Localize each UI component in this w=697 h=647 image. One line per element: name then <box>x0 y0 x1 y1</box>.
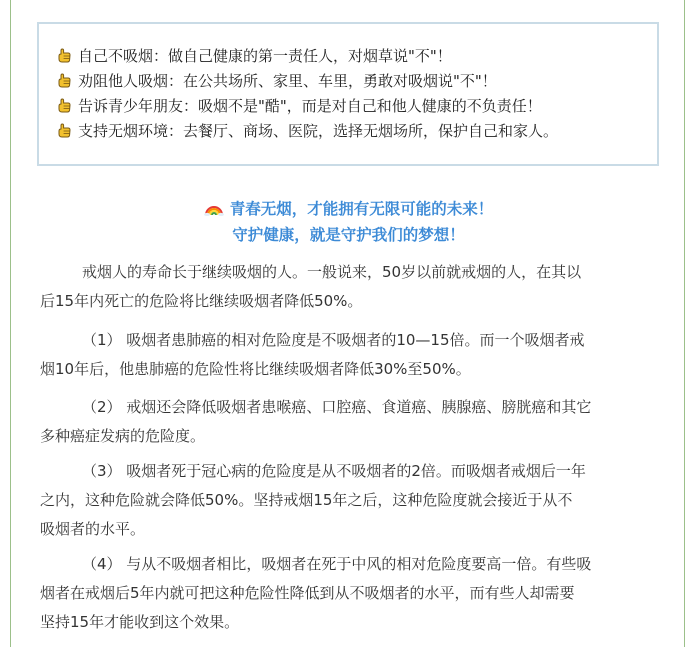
slogan-text-2: 守护健康，就是守护我们的梦想！ <box>232 226 465 244</box>
paragraph-line: 吸烟者的水平。 <box>40 520 146 538</box>
paragraph-other-cancers <box>40 393 660 451</box>
slogan-line-1 <box>0 197 697 219</box>
tip-item <box>58 93 558 118</box>
paragraph-quit-benefits <box>40 258 660 316</box>
tips-list <box>58 43 558 143</box>
hand-icon <box>58 48 71 63</box>
paragraph-heart-disease <box>40 457 660 544</box>
anti-smoking-tips-box <box>37 22 659 166</box>
hand-icon <box>58 98 71 113</box>
tip-text: 告诉青少年朋友：吸烟不是"酷"，而是对自己和他人健康的不负责任！ <box>78 97 542 115</box>
paragraph-line: 多种癌症发病的危险度。 <box>40 427 206 445</box>
tip-text: 劝阻他人吸烟：在公共场所、家里、车里，勇敢对吸烟说"不"！ <box>78 72 497 90</box>
paragraph-line: （3） 吸烟者死于冠心病的危险度是从不吸烟者的2倍。而吸烟者戒烟后一年 <box>82 462 586 480</box>
paragraph-line: （1） 吸烟者患肺癌的相对危险度是不吸烟者的10—15倍。而一个吸烟者戒 <box>82 331 585 349</box>
paragraph-line: 烟10年后，他患肺癌的危险性将比继续吸烟者降低30%至50%。 <box>40 360 471 378</box>
tip-item <box>58 43 558 68</box>
paragraph-line: 之内，这种危险就会降低50%。坚持戒烟15年之后，这种危险度就会接近于从不 <box>40 491 573 509</box>
slogan-text-1: 青春无烟，才能拥有无限可能的未来！ <box>229 200 494 218</box>
hand-icon <box>58 73 71 88</box>
tip-text: 支持无烟环境：去餐厅、商场、医院，选择无烟场所，保护自己和家人。 <box>78 122 559 140</box>
paragraph-line: （2） 戒烟还会降低吸烟者患喉癌、口腔癌、食道癌、胰腺癌、膀胱癌和其它 <box>82 398 592 416</box>
hand-icon <box>58 123 71 138</box>
paragraph-line: （4） 与从不吸烟者相比，吸烟者在死于中风的相对危险度要高一倍。有些吸 <box>82 555 592 573</box>
paragraph-line: 后15年内死亡的危险将比继续吸烟者降低50%。 <box>40 292 363 310</box>
paragraph-line: 戒烟人的寿命长于继续吸烟的人。一般说来，50岁以前就戒烟的人，在其以 <box>82 263 582 281</box>
paragraph-stroke <box>40 550 660 637</box>
rainbow-icon <box>204 200 224 216</box>
tip-item <box>58 68 558 93</box>
paragraph-lung-cancer <box>40 326 660 384</box>
tip-item <box>58 118 558 143</box>
tip-text: 自己不吸烟：做自己健康的第一责任人，对烟草说"不"！ <box>78 47 452 65</box>
paragraph-line: 坚持15年才能收到这个效果。 <box>40 613 240 631</box>
slogan-line-2 <box>0 223 697 245</box>
paragraph-line: 烟者在戒烟后5年内就可把这种危险性降低到从不吸烟者的水平，而有些人却需要 <box>40 584 575 602</box>
